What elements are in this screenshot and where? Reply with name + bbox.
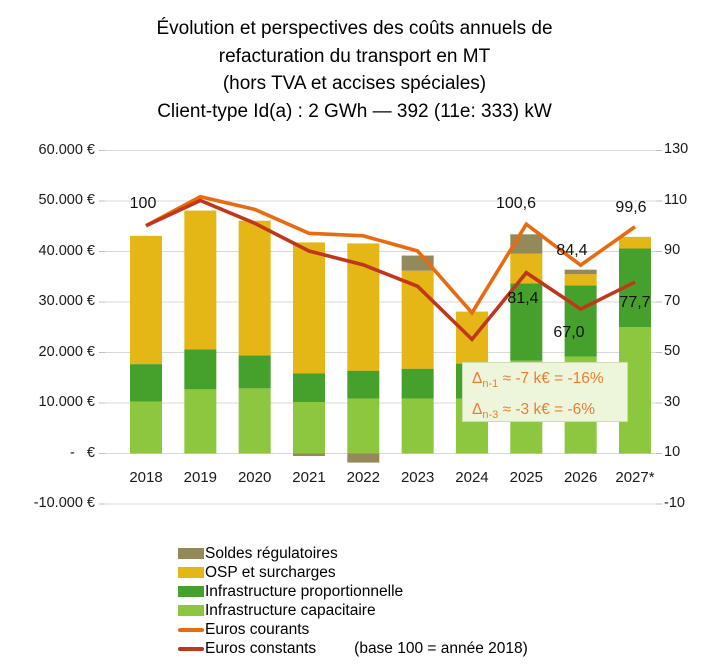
delta-symbol: Δ — [472, 401, 483, 419]
legend-item-euros-constants — [178, 639, 528, 658]
delta-symbol: Δ — [472, 370, 483, 387]
delta-subscript: n-1 — [482, 378, 499, 391]
bar-segment — [130, 236, 162, 364]
delta-text: ≈ -3 k€ = -6% — [498, 401, 596, 419]
title-line-3: (hors TVA et accises spéciales) — [222, 73, 487, 94]
x-axis-label: 2027* — [615, 469, 655, 486]
y-axis-label-left: - € — [70, 444, 95, 461]
data-label: 99,6 — [615, 199, 647, 216]
legend-label: Euros constants — [205, 639, 317, 657]
y-axis-label-right: -10 — [664, 494, 685, 511]
y-axis-label-left: 10.000 € — [38, 394, 95, 410]
x-axis-label: 2019 — [183, 469, 218, 486]
data-label: 100,6 — [495, 195, 537, 212]
y-axis-label-left: 40.000 € — [38, 242, 95, 259]
y-axis-label-left: 20.000 € — [38, 343, 95, 360]
bar-segment — [293, 402, 325, 454]
bar-segment — [402, 398, 434, 453]
title-line-4: Client-type Id(a) : 2 GWh — 392 (11e: 333) kW — [157, 100, 552, 122]
y-axis-label-right: 30 — [664, 393, 681, 410]
legend-item-infrastructure-capacitaire — [178, 601, 528, 620]
y-axis-label-left: 30.000 € — [38, 293, 95, 309]
bar-segment — [565, 270, 597, 275]
bar-segment — [293, 373, 325, 402]
bar-segment — [347, 398, 379, 453]
x-axis-label: 2021 — [292, 469, 326, 486]
legend-base-note: (base 100 = année 2018) — [354, 639, 528, 657]
legend-swatch-osp-icon — [178, 567, 204, 578]
x-axis-label: 2024 — [455, 469, 489, 486]
legend-label: Soldes régulatoires — [205, 544, 338, 562]
bar-segment — [402, 369, 434, 399]
legend-swatch-euros-courants-icon — [178, 628, 204, 632]
x-axis-label: 2023 — [400, 469, 435, 486]
y-axis-label-right: 70 — [664, 292, 681, 309]
data-label: 77,7 — [619, 294, 651, 311]
bar-segment — [293, 454, 325, 457]
annotation-line-2 — [472, 397, 627, 428]
data-label: 81,4 — [507, 290, 539, 307]
bar-segment — [239, 221, 271, 356]
legend-item-euros-courants — [178, 620, 528, 639]
bar-segment — [293, 242, 325, 373]
y-axis-label-right: 90 — [664, 242, 681, 258]
y-axis-label-right: 10 — [664, 444, 681, 460]
delta-text: ≈ -7 k€ = -16% — [498, 370, 604, 387]
legend-swatch-euros-constants-icon — [178, 647, 204, 651]
legend-label: OSP et surcharges — [205, 563, 336, 581]
legend-swatch-soldes-icon — [178, 548, 204, 559]
series-line-euros-constants — [146, 201, 635, 340]
y-axis-label-right: 50 — [664, 343, 681, 359]
bar-segment — [239, 388, 271, 453]
bar-segment — [619, 237, 651, 249]
title-line-2: refacturation du transport en MT — [218, 45, 491, 67]
annotation-line-1 — [472, 366, 627, 397]
chart-legend — [178, 544, 528, 658]
legend-item-infrastructure-proportionnelle — [178, 582, 528, 601]
bar-segment — [239, 356, 271, 389]
bar-segment — [565, 285, 597, 356]
bar-segment — [565, 274, 597, 285]
legend-item-soldes-regulatoires — [178, 544, 528, 563]
x-axis-label: 2020 — [237, 469, 272, 486]
bar-segment — [184, 349, 216, 389]
bar-segment — [184, 389, 216, 453]
bar-segment — [130, 401, 162, 453]
bar-segment — [130, 364, 162, 401]
data-label: 67,0 — [553, 324, 585, 341]
x-axis-label: 2026 — [563, 469, 598, 486]
y-axis-label-left: -10.000 € — [33, 495, 95, 511]
x-axis-label: 2022 — [346, 469, 380, 486]
legend-label: Infrastructure proportionnelle — [205, 582, 404, 600]
legend-label: Euros courants — [205, 620, 310, 638]
legend-swatch-capacitaire-icon — [178, 605, 204, 616]
bar-segment — [347, 454, 379, 463]
legend-label: Infrastructure capacitaire — [205, 601, 376, 619]
y-axis-label-left: 60.000 € — [38, 141, 95, 158]
data-label: 100 — [129, 195, 157, 212]
delta-subscript: n-3 — [482, 409, 499, 422]
bar-segment — [347, 371, 379, 399]
bar-segment — [184, 211, 216, 350]
x-axis-label: 2025 — [509, 469, 543, 486]
y-axis-label-right: 110 — [664, 191, 688, 208]
x-axis-label: 2018 — [129, 469, 163, 486]
legend-swatch-proportionnelle-icon — [178, 586, 204, 597]
legend-item-osp-surcharges — [178, 563, 528, 582]
title-line-1: Évolution et perspectives des coûts annuels de — [156, 18, 553, 39]
y-axis-label-right: 130 — [664, 141, 689, 157]
y-axis-label-left: 50.000 € — [38, 192, 95, 208]
data-label: 84,4 — [556, 242, 588, 259]
delta-annotation-box — [462, 362, 628, 422]
